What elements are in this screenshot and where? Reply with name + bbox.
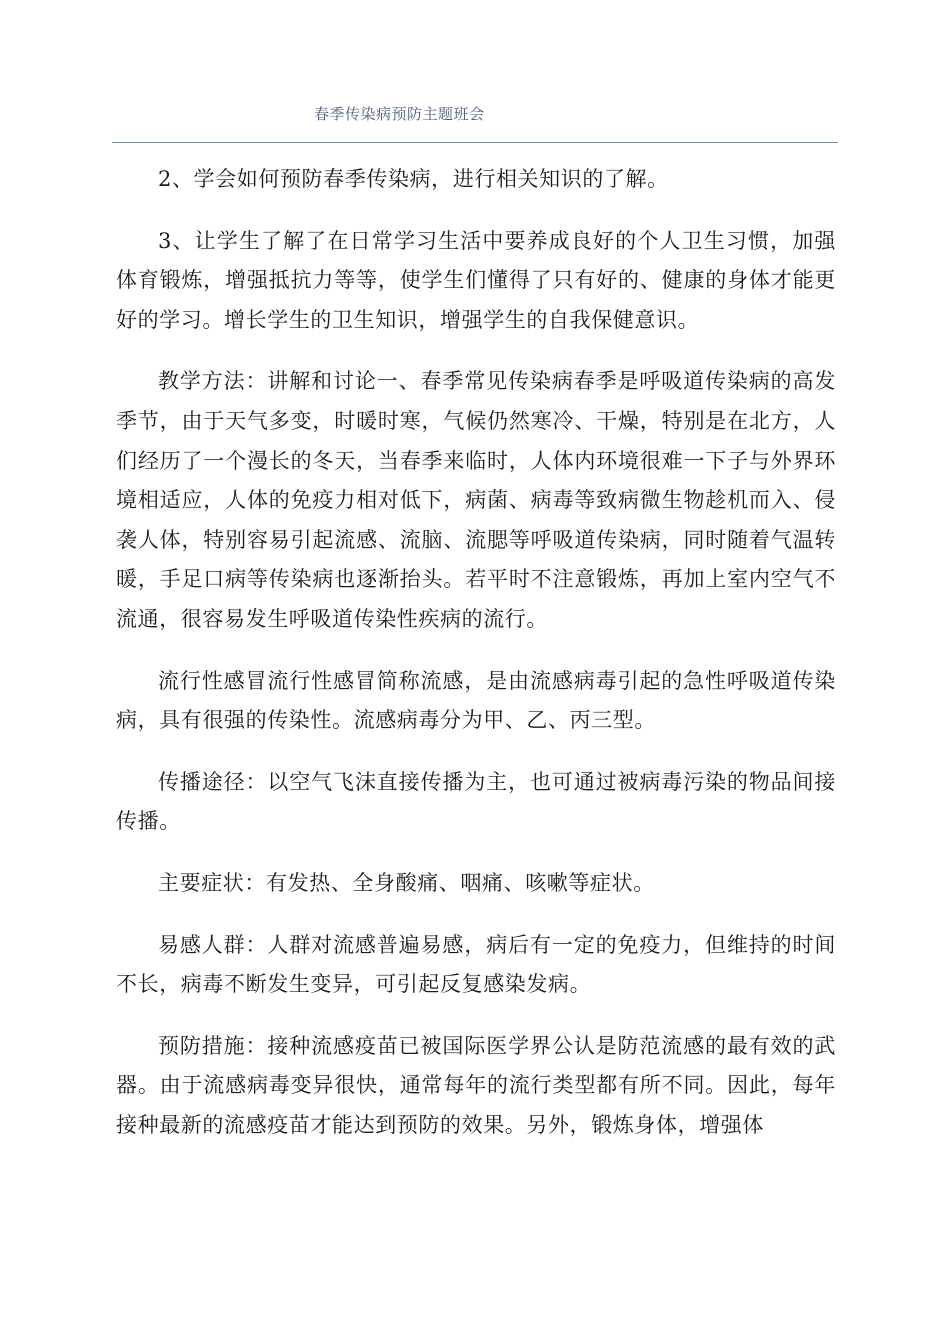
paragraph-susceptible: 易感人群：人群对流感普遍易感，病后有一定的免疫力，但维持的时间不长，病毒不断发生变异，可引起反复感染发病。: [116, 932, 836, 997]
document-body: [116, 160, 836, 1167]
page-header-title: 春季传染病预防主题班会: [314, 105, 485, 123]
paragraph-symptoms: 主要症状：有发热、全身酸痛、咽痛、咳嗽等症状。: [158, 870, 655, 895]
paragraph-goal-3: 3、让学生了解了在日常学习生活中要养成良好的个人卫生习惯，加强体育锻炼，增强抵抗力等等，使学生们懂得了只有好的、健康的身体才能更好的学习。增长学生的卫生知识，增强学生的自我保健意识。: [116, 228, 836, 332]
paragraph-prevention: 预防措施：接种流感疫苗已被国际医学界公认是防范流感的最有效的武器。由于流感病毒变异很快，通常每年的流行类型都有所不同。因此，每年接种最新的流感疫苗才能达到预防的效果。另外，锻炼身体，增强体: [116, 1033, 836, 1137]
paragraph-transmission: 传播途径：以空气飞沫直接传播为主，也可通过被病毒污染的物品间接传播。: [116, 769, 836, 834]
paragraph-goal-2: 2、学会如何预防春季传染病，进行相关知识的了解。: [158, 167, 669, 191]
paragraph-teaching-method: 教学方法：讲解和讨论一、春季常见传染病春季是呼吸道传染病的高发季节，由于天气多变，时暖时寒，气候仍然寒冷、干燥，特别是在北方，人们经历了一个漫长的冬天，当春季来临时，人体内环境很难一下子与外界环境相适应，人体的免疫力相对低下，病菌、病毒等致病微生物趁机而入、侵袭人体，特别容易引起流感、流脑、流腮等呼吸道传染病，同时随着气温转暖，手足口病等传染病也逐渐抬头。若平时不注意锻炼，再加上室内空气不流通，很容易发生呼吸道传染性疾病的流行。: [116, 369, 836, 631]
paragraph-influenza: 流行性感冒流行性感冒简称流感，是由流感病毒引起的急性呼吸道传染病，具有很强的传染性。流感病毒分为甲、乙、丙三型。: [116, 668, 836, 733]
header-divider: [112, 142, 838, 143]
